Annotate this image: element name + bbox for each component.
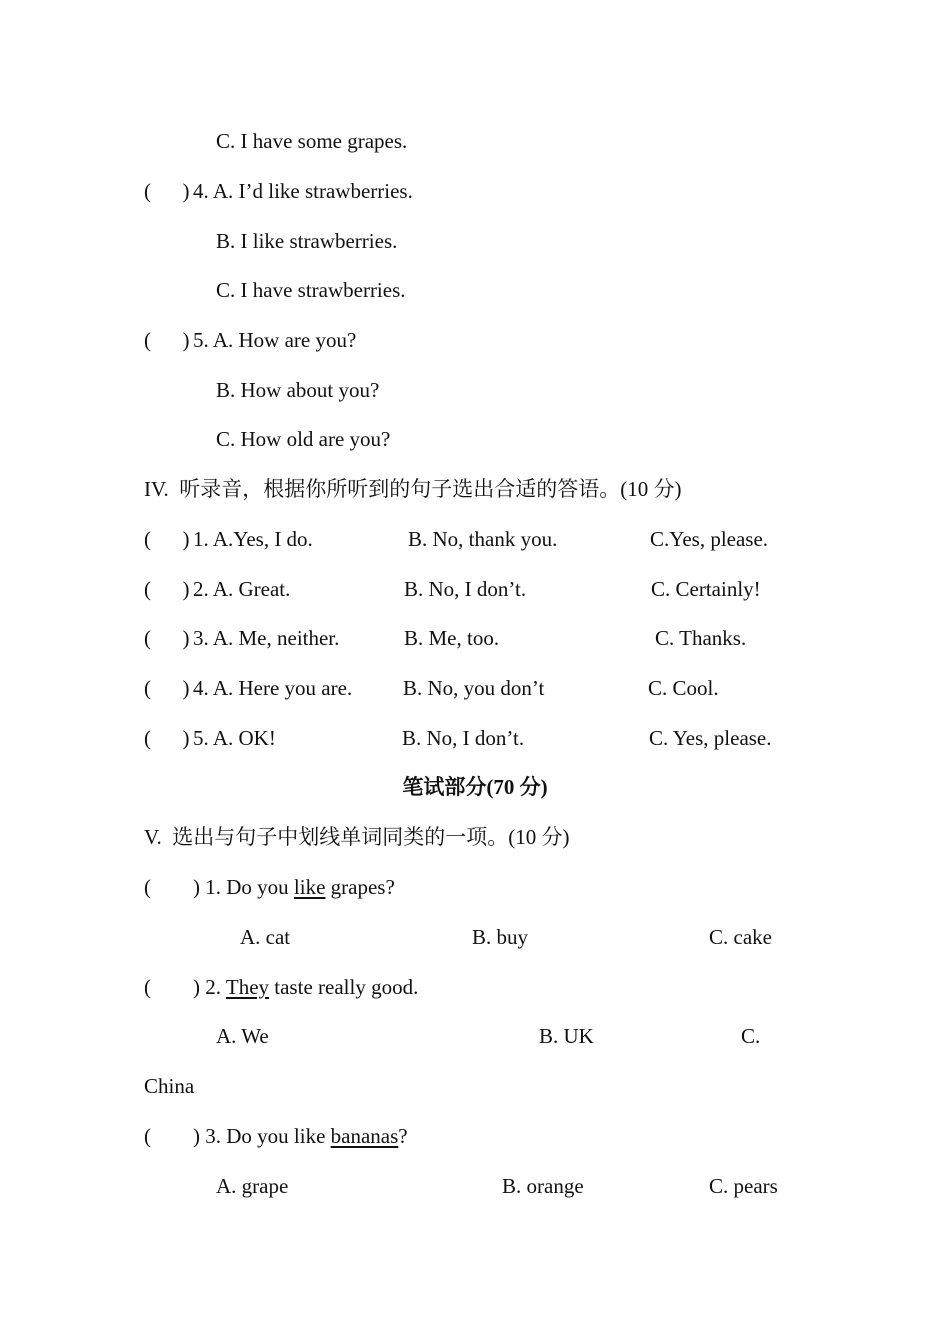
part4-q1-bracket: ( ) — [144, 527, 190, 551]
q4-option-a: 4. A. I’d like strawberries. — [193, 179, 413, 203]
part4-q5-option-c: C. Yes, please. — [649, 726, 772, 750]
part4-title: IV. 听录音，根据你所听到的句子选出合适的答语。(10 分) — [144, 477, 682, 501]
part4-q4-option-a: 4. A. Here you are. — [193, 676, 353, 700]
part5-q2-text-pre: 2. — [200, 975, 226, 999]
part5-q3-option-b: B. orange — [502, 1174, 584, 1198]
part5-q3-stem — [144, 1122, 408, 1150]
q4-option-c: C. I have strawberries. — [216, 278, 406, 302]
part4-q1-option-a: 1. A.Yes, I do. — [193, 527, 313, 551]
part5-q3-option-a: A. grape — [216, 1174, 289, 1198]
part5-q3-text-post: ? — [398, 1124, 408, 1148]
part4-q5-option-a: 5. A. OK! — [193, 726, 276, 750]
part5-q1-option-a: A. cat — [240, 925, 291, 949]
part5-q2-stem — [144, 973, 418, 1001]
q5-option-c: C. How old are you? — [216, 427, 391, 451]
part4-q1-option-b: B. No, thank you. — [408, 527, 558, 551]
q5-option-b: B. How about you? — [216, 378, 380, 402]
part5-q2-option-c: C. — [741, 1024, 761, 1048]
part5-q2-option-a: A. We — [216, 1024, 269, 1048]
q4-bracket: ( ) — [144, 179, 190, 203]
part4-q1-option-c: C.Yes, please. — [650, 527, 769, 551]
part4-q4-option-c: C. Cool. — [648, 676, 719, 700]
part5-title: V. 选出与句子中划线单词同类的一项。(10 分) — [144, 825, 570, 849]
part4-q3-bracket: ( ) — [144, 626, 190, 650]
part4-q3-option-c: C. Thanks. — [655, 626, 747, 650]
q4-option-b: B. I like strawberries. — [216, 229, 398, 253]
q5-bracket: ( ) — [144, 328, 190, 352]
part5-q1-bracket: ( ) — [144, 875, 200, 899]
q3-option-c: C. I have some grapes. — [216, 129, 408, 153]
part4-q5-option-b: B. No, I don’t. — [402, 726, 525, 750]
part5-q3-text-pre: 3. Do you like — [200, 1124, 331, 1148]
part4-q4-option-b: B. No, you don’t — [403, 676, 545, 700]
part4-q3-option-b: B. Me, too. — [404, 626, 500, 650]
part4-q4-bracket: ( ) — [144, 676, 190, 700]
part4-q3-option-a: 3. A. Me, neither. — [193, 626, 340, 650]
part5-q1-text-post: grapes? — [325, 875, 395, 899]
part4-q2-option-a: 2. A. Great. — [193, 577, 291, 601]
part5-q2-bracket: ( ) — [144, 975, 200, 999]
part5-q3-underlined-word: bananas — [330, 1124, 399, 1148]
part5-q1-stem — [144, 873, 395, 901]
part5-q3-bracket: ( ) — [144, 1124, 200, 1148]
part4-q2-bracket: ( ) — [144, 577, 190, 601]
part5-q3-option-c: C. pears — [709, 1174, 778, 1198]
part4-q2-option-b: B. No, I don’t. — [404, 577, 527, 601]
part5-q2-text-post: taste really good. — [269, 975, 419, 999]
part5-q2-option-c-wrap: China — [144, 1074, 195, 1098]
part5-q1-option-b: B. buy — [472, 925, 529, 949]
part5-q1-underlined-word: like — [293, 875, 326, 899]
part4-q5-bracket: ( ) — [144, 726, 190, 750]
written-section-title: 笔试部分(70 分) — [402, 775, 548, 799]
part5-q1-text-pre: 1. Do you — [200, 875, 294, 899]
part5-q2-underlined-word: They — [225, 975, 270, 999]
part5-q2-option-b: B. UK — [539, 1024, 594, 1048]
q5-option-a: 5. A. How are you? — [193, 328, 357, 352]
part4-q2-option-c: C. Certainly! — [651, 577, 761, 601]
part5-q1-option-c: C. cake — [709, 925, 772, 949]
